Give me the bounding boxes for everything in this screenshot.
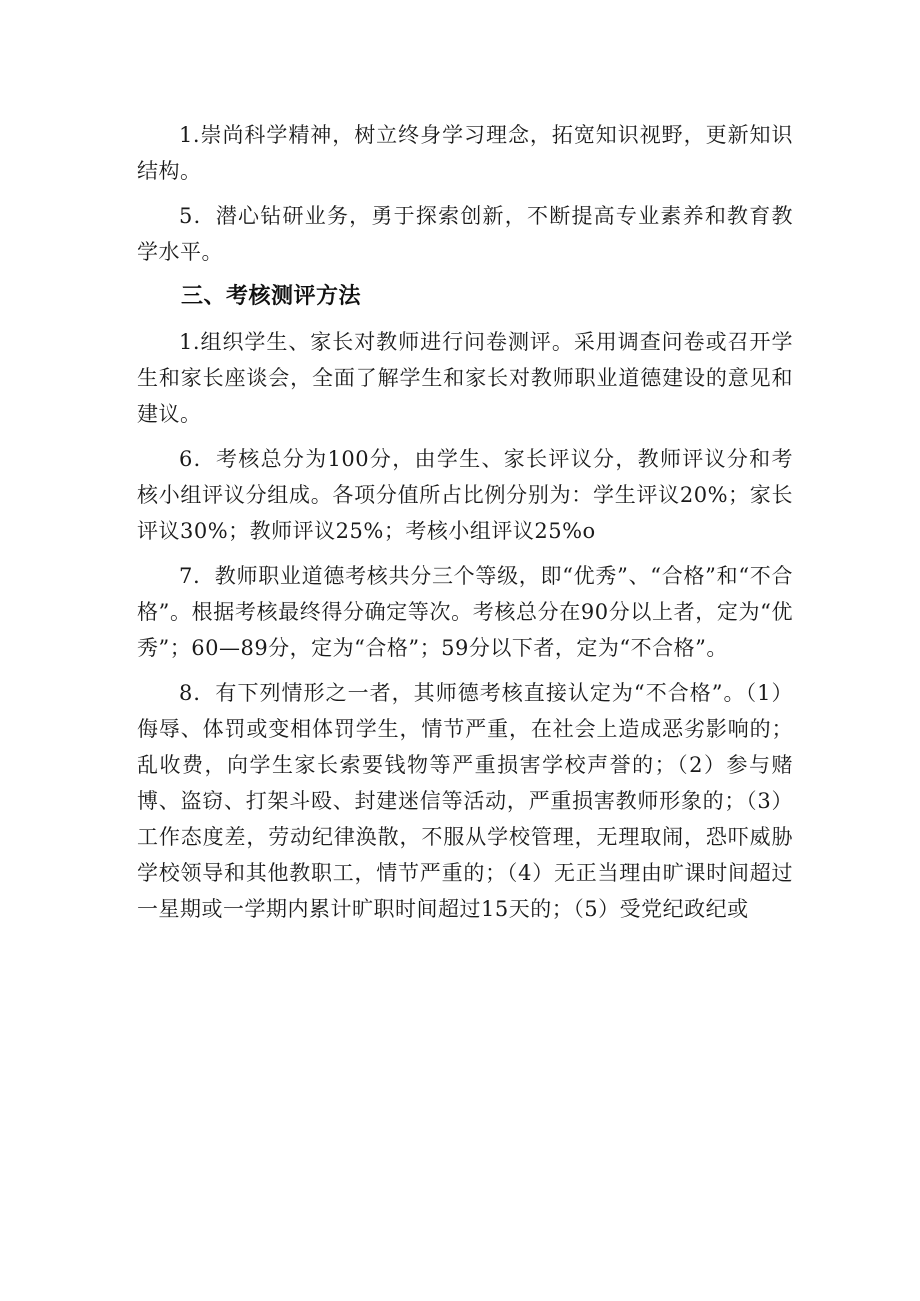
section-heading: 三、考核测评方法 — [181, 284, 362, 309]
paragraph-survey: 1.组织学生、家长对教师进行问卷测评。采用调查问卷或召开学生和家长座谈会，全面了解学生和家长对教师职业道德建设的意见和建议。 — [137, 330, 793, 426]
document-body — [137, 117, 793, 936]
paragraph-grade-levels: 7．教师职业道德考核共分三个等级，即“优秀”、“合格”和“不合格”。根据考核最终得分确定等次。考核总分在90分以上者，定为“优秀”；60—89分，定为“合格”；59分以下者，定为“不合格”。 — [137, 564, 793, 660]
paragraph-unqualified-cases: 8．有下列情形之一者，其师德考核直接认定为“不合格”。（1）侮辱、体罚或变相体罚学生，情节严重，在社会上造成恶劣影响的；乱收费，向学生家长索要钱物等严重损害学校声誉的；（2）参与赌博、盗窃、打架斗殴、封建迷信等活动，严重损害教师形象的；（3）工作态度差，劳动纪律涣散，不服从学校管理，无理取闹，恐吓威胁学校领导和其他教职工，情节严重的；（4）无正当理由旷课时间超过一星期或一学期内累计旷职时间超过15天的；（5）受党纪政纪或 — [137, 681, 793, 921]
paragraph-score-weights: 6．考核总分为100分，由学生、家长评议分，教师评议分和考核小组评议分组成。各项分值所占比例分别为：学生评议20%；家长评议30%；教师评议25%；考核小组评议25%o — [137, 447, 793, 543]
paragraph-item-1: 1.崇尚科学精神，树立终身学习理念，拓宽知识视野，更新知识结构。 — [137, 123, 793, 183]
paragraph-item-5: 5．潜心钻研业务，勇于探索创新，不断提高专业素养和教育教学水平。 — [137, 204, 793, 264]
